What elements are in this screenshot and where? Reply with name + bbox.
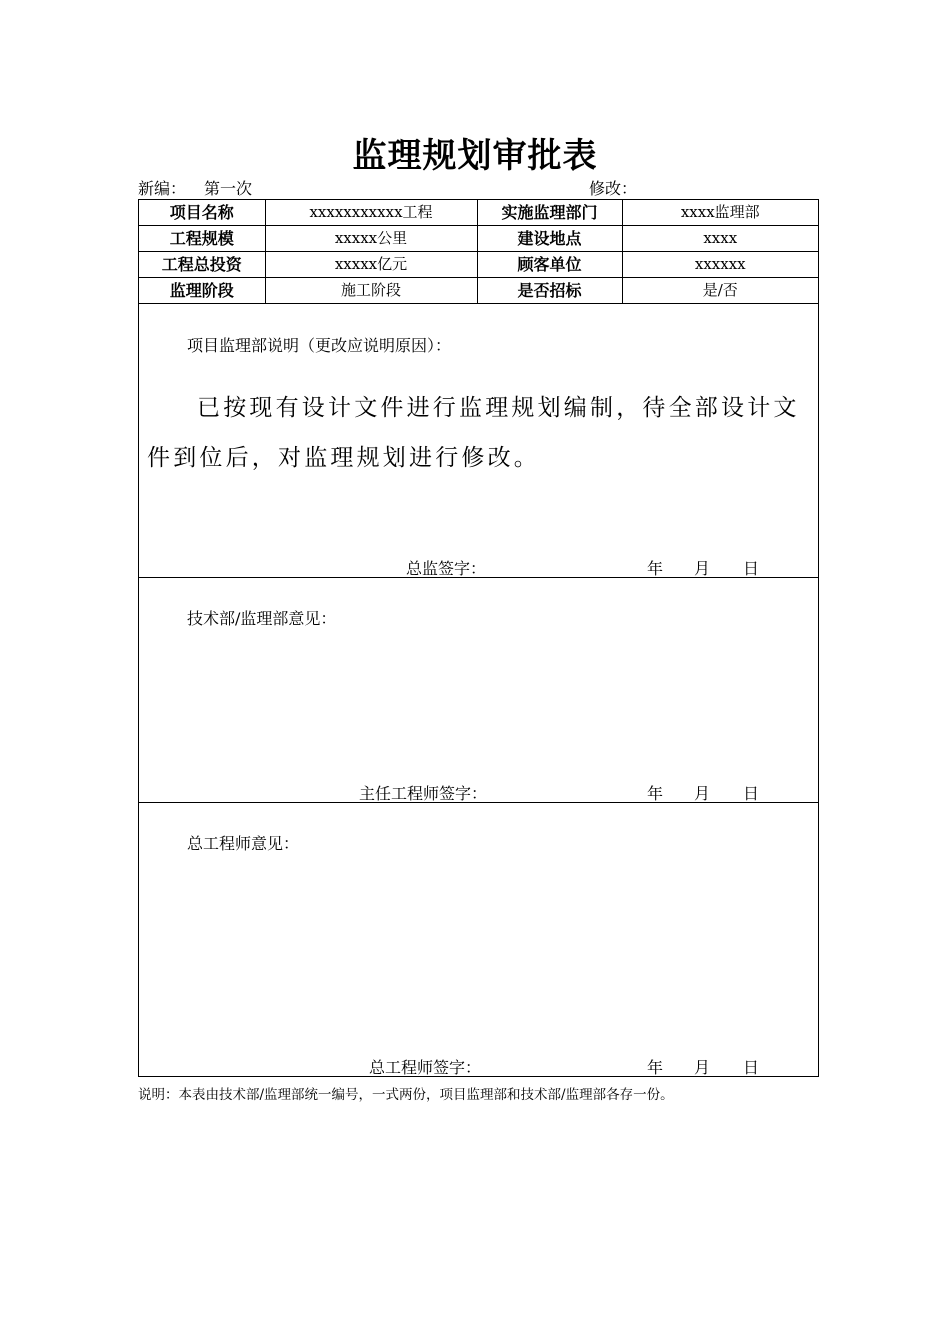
date-year: 年	[647, 784, 664, 803]
tech-dept-opinion-section	[139, 578, 818, 803]
dept-explanation-section	[139, 303, 818, 578]
table-row	[139, 278, 818, 304]
signature-date	[647, 781, 759, 804]
date-year: 年	[647, 1058, 664, 1077]
cell-label: 实施监理部门	[477, 200, 622, 226]
date-month: 月	[694, 1058, 711, 1077]
cell-value: xxxxx公里	[265, 226, 477, 252]
date-year: 年	[647, 559, 664, 578]
cell-label: 顾客单位	[477, 252, 622, 278]
date-day: 日	[743, 1058, 760, 1077]
cell-label: 是否招标	[477, 278, 622, 304]
date-month: 月	[694, 784, 711, 803]
cell-value: 是/否	[622, 278, 818, 304]
project-info-table	[139, 200, 818, 304]
cell-label: 工程总投资	[139, 252, 265, 278]
chief-supervisor-signature-label: 总监签字：	[406, 559, 487, 578]
revision-label: 修改：	[589, 179, 638, 198]
general-engineer-signature-label: 总工程师签字：	[369, 1058, 482, 1077]
approval-form	[138, 199, 819, 1077]
cell-value: xxxxxxxxxxx工程	[265, 200, 477, 226]
date-day: 日	[743, 559, 760, 578]
signature-date	[647, 1055, 759, 1078]
dept-explanation-label: 项目监理部说明（更改应说明原因）：	[187, 336, 452, 355]
table-row	[139, 200, 818, 226]
tech-dept-opinion-label: 技术部/监理部意见：	[187, 609, 337, 628]
date-month: 月	[694, 559, 711, 578]
chief-engineer-signature-label: 主任工程师签字：	[359, 784, 488, 803]
table-row	[139, 252, 818, 278]
page-title: 监理规划审批表	[352, 136, 598, 176]
cell-value: xxxx监理部	[622, 200, 818, 226]
cell-value: xxxxx亿元	[265, 252, 477, 278]
dept-explanation-text: 已按现有设计文件进行监理规划编制，待全部设计文件到位后，对监理规划进行修改。	[147, 395, 800, 471]
cell-value: xxxx	[622, 226, 818, 252]
signature-date	[647, 556, 759, 579]
date-day: 日	[743, 784, 760, 803]
cell-label: 建设地点	[477, 226, 622, 252]
general-engineer-opinion-label: 总工程师意见：	[187, 834, 300, 853]
edition-label: 新编：	[138, 179, 187, 198]
edition-value: 第一次	[204, 179, 253, 198]
cell-label: 项目名称	[139, 200, 265, 226]
edition-info	[138, 176, 252, 199]
cell-value: 施工阶段	[265, 278, 477, 304]
cell-value: xxxxxx	[622, 252, 818, 278]
table-row	[139, 226, 818, 252]
cell-label: 监理阶段	[139, 278, 265, 304]
general-engineer-opinion-section	[139, 803, 818, 1076]
footer-note: 说明：本表由技术部/监理部统一编号，一式两份，项目监理部和技术部/监理部各存一份。	[138, 1087, 674, 1103]
cell-label: 工程规模	[139, 226, 265, 252]
